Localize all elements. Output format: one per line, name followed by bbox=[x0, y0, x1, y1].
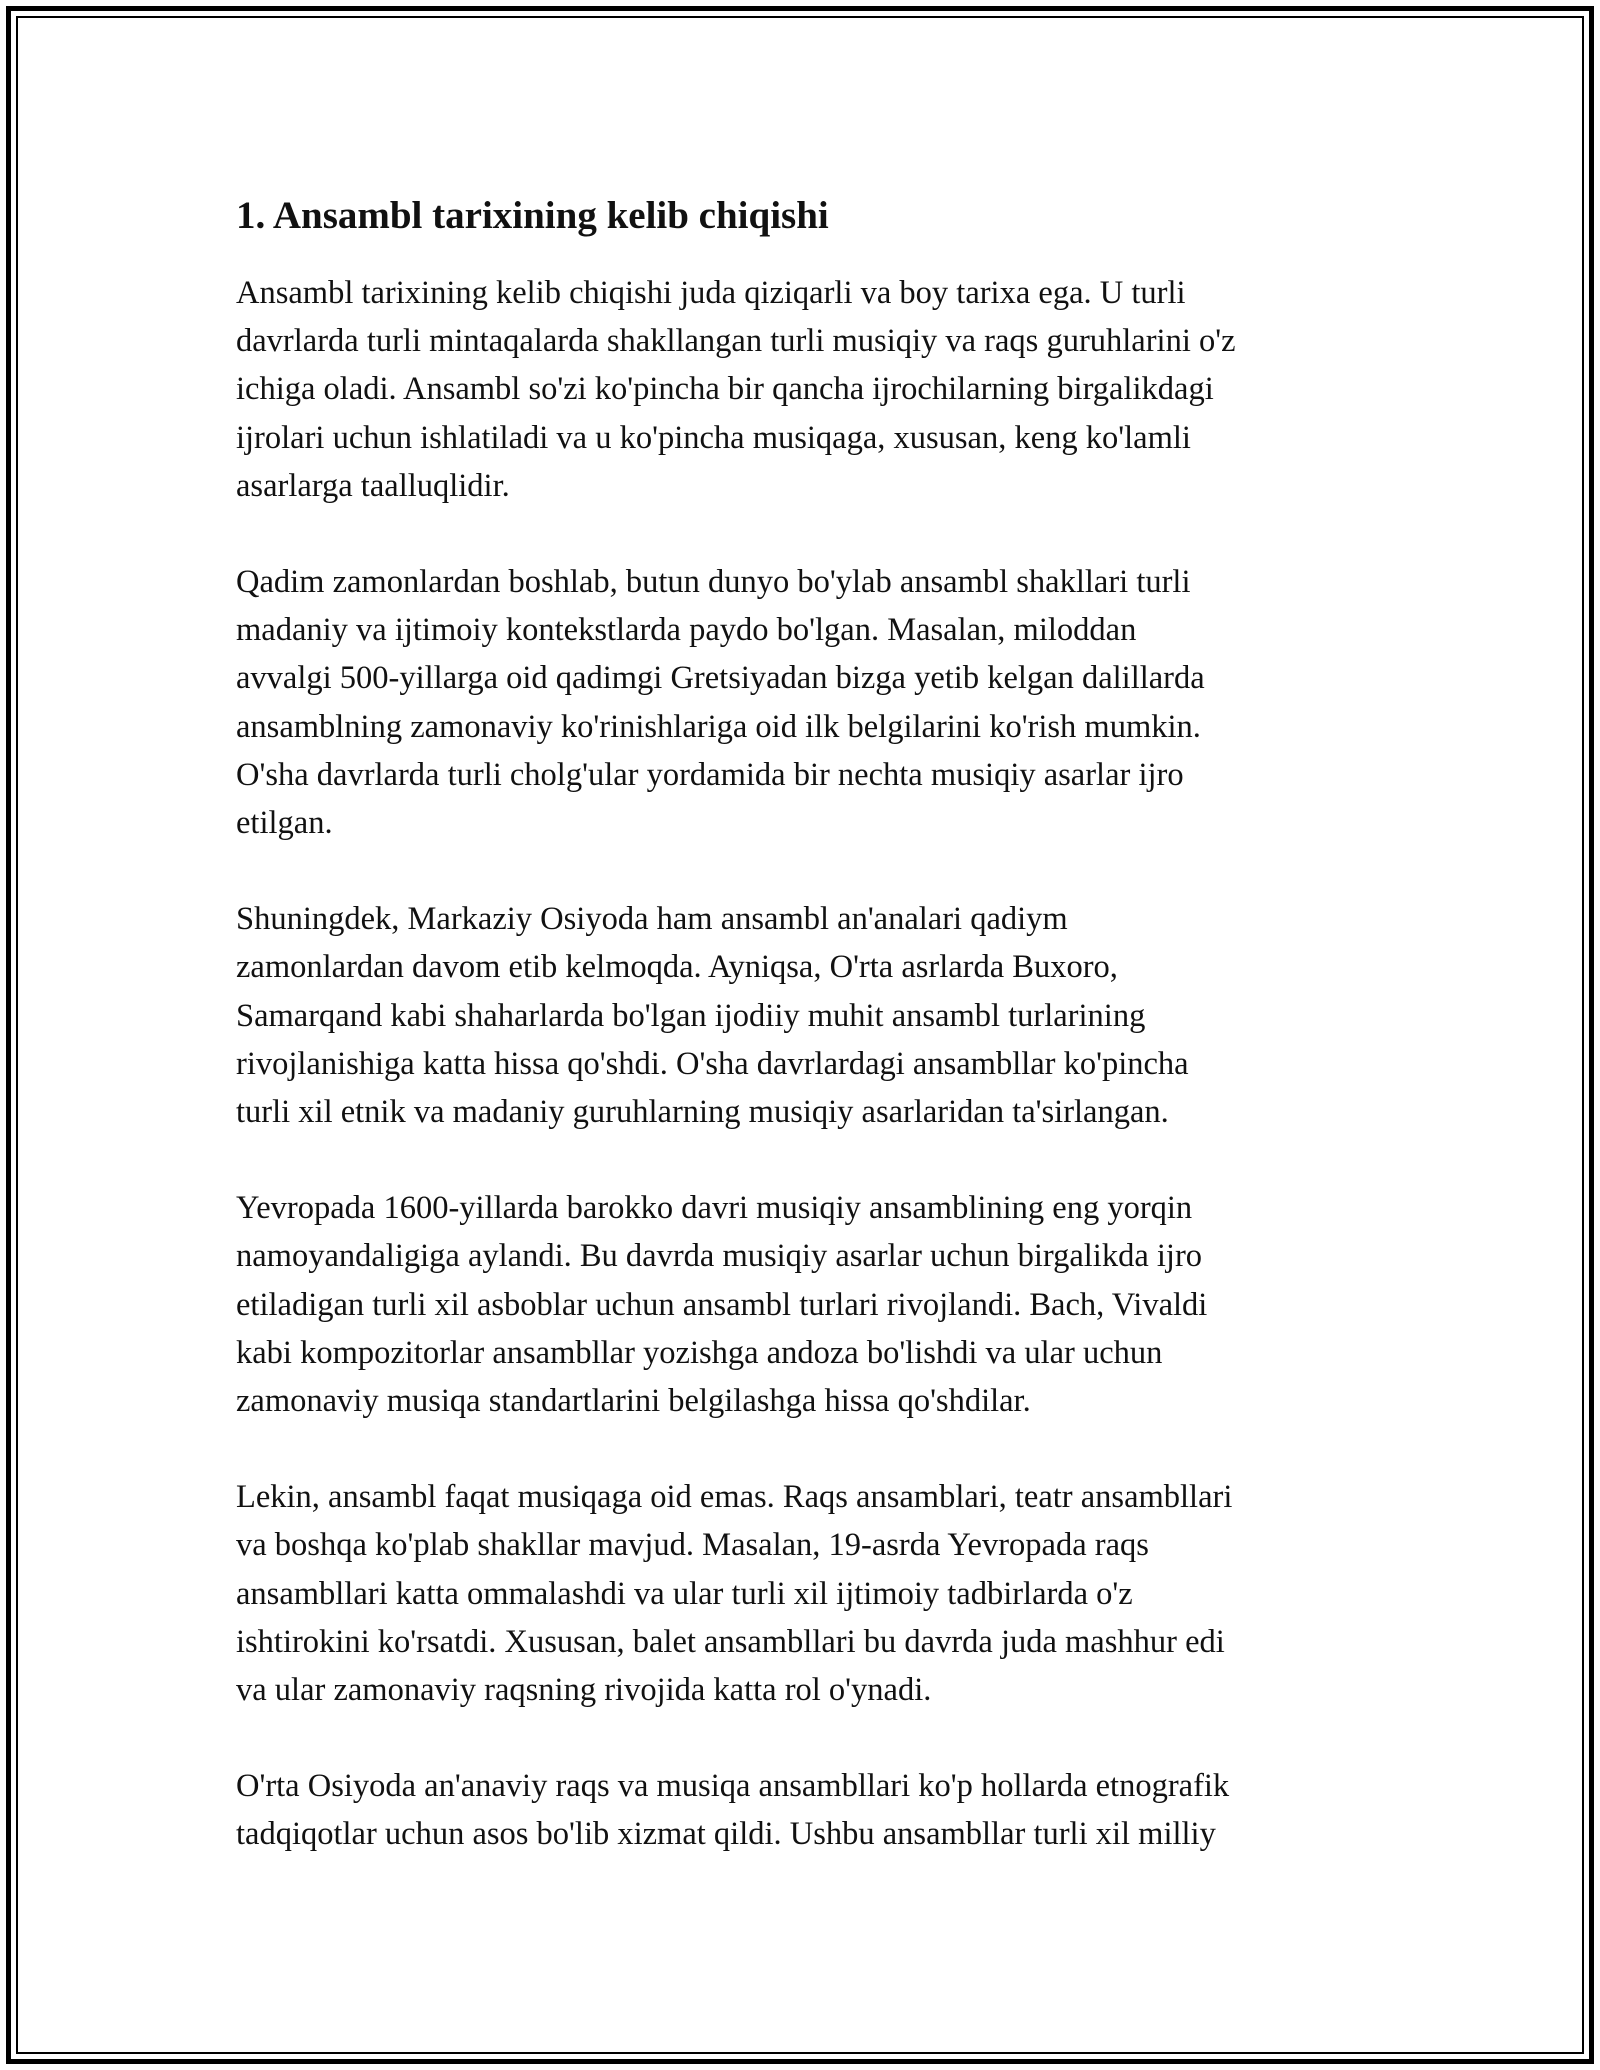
section-heading: 1. Ansambl tarixining kelib chiqishi bbox=[236, 194, 829, 237]
paragraph-4: Yevropada 1600-yillarda barokko davri musiqiy ansamblining eng yorqin namoyandaligiga aylandi. Bu davrda musiqiy asarlar uchun birgalikda ijro etiladigan turli xil asboblar uchun ansambl turlari rivojlandi. Bach, Vivaldi kabi kompozitorlar ansambllar yozishga andoza bo'lishdi va ular uchun zamonaviy musiqa standartlarini belgilashga hissa qo'shdilar. bbox=[236, 1190, 1208, 1420]
paragraph-3: Shuningdek, Markaziy Osiyoda ham ansambl an'analari qadiym zamonlardan davom etib kelmoqda. Ayniqsa, O'rta asrlarda Buxoro, Samarqand kabi shaharlarda bo'lgan ijodiiy muhit ansambl turlarining rivojlanishiga katta hissa qo'shdi. O'sha davrlardagi ansambllar ko'pincha turli xil etnik va madaniy guruhlarning musiqiy asarlaridan ta'sirlangan. bbox=[236, 901, 1189, 1131]
document-body bbox=[236, 185, 1364, 1907]
paragraph-6: O'rta Osiyoda an'anaviy raqs va musiqa ansambllari ko'p hollarda etnografik tadqiqotlar uchun asos bo'lib xizmat qildi. Ushbu ansambllar turli xil milliy bbox=[236, 1768, 1230, 1853]
paragraph-5: Lekin, ansambl faqat musiqaga oid emas. Raqs ansamblari, teatr ansambllari va boshqa ko'plab shakllar mavjud. Masalan, 19-asrda Yevropada raqs ansambllari katta ommalashdi va ular turli xil ijtimoiy tadbirlarda o'z ishtirokini ko'rsatdi. Xususan, balet ansambllari bu davrda juda mashhur edi va ular zamonaviy raqsning rivojida katta rol o'ynadi. bbox=[236, 1479, 1233, 1709]
paragraph-2: Qadim zamonlardan boshlab, butun dunyo bo'ylab ansambl shakllari turli madaniy va ijtimoiy kontekstlarda paydo bo'lgan. Masalan, miloddan avvalgi 500-yillarga oid qadimgi Gretsiyadan bizga yetib kelgan dalillarda ansamblning zamonaviy ko'rinishlariga oid ilk belgilarini ko'rish mumkin. O'sha davrlarda turli cholg'ular yordamida bir nechta musiqiy asarlar ijro etilgan. bbox=[236, 564, 1205, 842]
paragraph-1: Ansambl tarixining kelib chiqishi juda qiziqarli va boy tarixa ega. U turli davrlarda turli mintaqalarda shakllangan turli musiqiy va raqs guruhlarini o'z ichiga oladi. Ansambl so'zi ko'pincha bir qancha ijrochilarning birgalikdagi ijrolari uchun ishlatiladi va u ko'pincha musiqaga, xususan, keng ko'lamli asarlarga taalluqlidir. bbox=[236, 275, 1236, 504]
